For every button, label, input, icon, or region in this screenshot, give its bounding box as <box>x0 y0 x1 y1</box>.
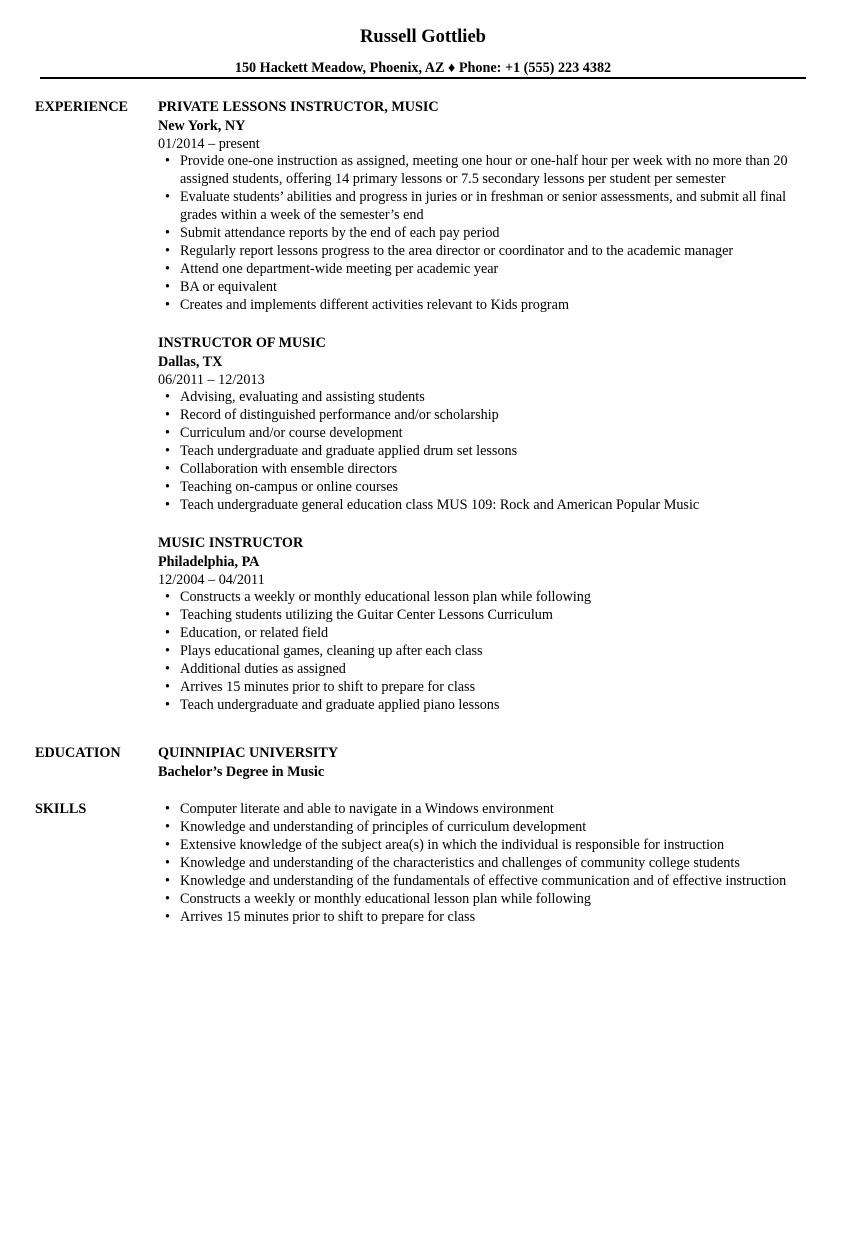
job-entry <box>158 334 808 514</box>
job-dates: 06/2011 – 12/2013 <box>158 372 265 388</box>
bullet-item <box>158 152 808 188</box>
contact-line: 150 Hackett Meadow, Phoenix, AZ ♦ Phone: +1 (555) 223 4382 <box>234 60 612 76</box>
skills-bullets <box>158 800 808 926</box>
header-divider <box>40 77 806 79</box>
bullet-text: Constructs a weekly or monthly educational lesson plan while following <box>180 589 591 605</box>
bullet-icon: • <box>165 461 170 477</box>
bullet-item <box>158 660 808 678</box>
job-bullets <box>158 588 808 714</box>
bullet-text: Record of distinguished performance and/or scholarship <box>180 407 499 423</box>
bullet-text: BA or equivalent <box>180 279 277 295</box>
bullet-item <box>158 588 808 606</box>
job-bullets <box>158 152 808 314</box>
job-bullets <box>158 388 808 514</box>
bullet-item <box>158 890 808 908</box>
bullet-item <box>158 460 808 478</box>
bullet-item <box>158 624 808 642</box>
bullet-text: Knowledge and understanding of the fundamentals of effective communication and of effective instruction <box>180 873 787 889</box>
bullet-icon: • <box>165 679 170 695</box>
bullet-text: Constructs a weekly or monthly educational lesson plan while following <box>180 891 591 907</box>
bullet-item <box>158 606 808 624</box>
resume-header <box>40 25 806 77</box>
bullet-icon: • <box>165 909 170 925</box>
job-location: Dallas, TX <box>158 354 223 370</box>
bullet-text: Extensive knowledge of the subject area(s) in which the individual is responsible for instruction <box>180 837 725 853</box>
bullet-text: Plays educational games, cleaning up after each class <box>180 643 483 659</box>
bullet-text: Creates and implements different activities relevant to Kids program <box>180 297 569 313</box>
bullet-icon: • <box>165 443 170 459</box>
job-location: Philadelphia, PA <box>158 554 260 570</box>
bullet-text: Arrives 15 minutes prior to shift to prepare for class <box>180 909 476 925</box>
section-label-experience: EXPERIENCE <box>35 99 129 115</box>
bullet-text: Arrives 15 minutes prior to shift to prepare for class <box>180 679 476 695</box>
bullet-item <box>158 188 808 224</box>
bullet-icon: • <box>165 497 170 513</box>
bullet-icon: • <box>165 855 170 871</box>
bullet-icon: • <box>165 607 170 623</box>
bullet-text: Collaboration with ensemble directors <box>180 461 398 477</box>
job-entry <box>158 534 808 714</box>
bullet-icon: • <box>165 873 170 889</box>
bullet-text: Computer literate and able to navigate in a Windows environment <box>180 801 554 817</box>
bullet-icon: • <box>165 297 170 313</box>
bullet-item <box>158 854 808 872</box>
education-body <box>158 744 808 782</box>
bullet-item <box>158 642 808 660</box>
section-label-education: EDUCATION <box>35 745 121 761</box>
bullet-item <box>158 908 808 926</box>
bullet-text: Submit attendance reports by the end of each pay period <box>180 225 500 241</box>
degree: Bachelor’s Degree in Music <box>158 764 325 780</box>
bullet-item <box>158 818 808 836</box>
bullet-item <box>158 278 808 296</box>
bullet-text: Additional duties as assigned <box>180 661 346 677</box>
bullet-item <box>158 406 808 424</box>
bullet-icon: • <box>165 643 170 659</box>
bullet-text: Education, or related field <box>180 625 329 641</box>
bullet-icon: • <box>165 661 170 677</box>
bullet-item <box>158 442 808 460</box>
bullet-item <box>158 496 808 514</box>
bullet-item <box>158 388 808 406</box>
bullet-icon: • <box>165 261 170 277</box>
bullet-icon: • <box>165 389 170 405</box>
bullet-icon: • <box>165 279 170 295</box>
bullet-item <box>158 296 808 314</box>
bullet-icon: • <box>165 801 170 817</box>
bullet-item <box>158 696 808 714</box>
job-dates: 01/2014 – present <box>158 136 260 152</box>
school-name: QUINNIPIAC UNIVERSITY <box>158 745 339 761</box>
bullet-item <box>158 836 808 854</box>
job-title: PRIVATE LESSONS INSTRUCTOR, MUSIC <box>158 99 439 115</box>
job-entry <box>158 98 808 314</box>
bullet-item <box>158 478 808 496</box>
section-label-skills: SKILLS <box>35 801 87 817</box>
bullet-text: Curriculum and/or course development <box>180 425 403 441</box>
job-location: New York, NY <box>158 118 246 134</box>
bullet-text: Teach undergraduate and graduate applied drum set lessons <box>180 443 518 459</box>
bullet-text: Attend one department-wide meeting per academic year <box>180 261 499 277</box>
bullet-icon: • <box>165 425 170 441</box>
bullet-icon: • <box>165 479 170 495</box>
bullet-item <box>158 224 808 242</box>
bullet-icon: • <box>165 153 170 169</box>
bullet-icon: • <box>165 589 170 605</box>
job-dates: 12/2004 – 04/2011 <box>158 572 265 588</box>
bullet-icon: • <box>165 819 170 835</box>
bullet-text: Knowledge and understanding of the characteristics and challenges of community college students <box>180 855 740 871</box>
bullet-item <box>158 872 808 890</box>
bullet-item <box>158 242 808 260</box>
bullet-text: Teach undergraduate and graduate applied piano lessons <box>180 697 500 713</box>
bullet-icon: • <box>165 407 170 423</box>
bullet-item <box>158 678 808 696</box>
bullet-text: Advising, evaluating and assisting students <box>180 389 425 405</box>
bullet-icon: • <box>165 225 170 241</box>
job-title: INSTRUCTOR OF MUSIC <box>158 335 326 351</box>
bullet-icon: • <box>165 837 170 853</box>
bullet-icon: • <box>165 625 170 641</box>
bullet-icon: • <box>165 891 170 907</box>
bullet-icon: • <box>165 697 170 713</box>
candidate-name: Russell Gottlieb <box>360 27 486 47</box>
experience-body <box>158 98 808 734</box>
bullet-text: Evaluate students’ abilities and progress in juries or in freshman or senior assessments, and submit all final grades within a week of the semester’s end <box>180 189 787 223</box>
job-title: MUSIC INSTRUCTOR <box>158 535 304 551</box>
bullet-icon: • <box>165 189 170 205</box>
bullet-text: Regularly report lessons progress to the area director or coordinator and to the academic manager <box>180 243 734 259</box>
bullet-text: Teaching students utilizing the Guitar Center Lessons Curriculum <box>180 607 553 623</box>
bullet-text: Teaching on-campus or online courses <box>180 479 399 495</box>
bullet-icon: • <box>165 243 170 259</box>
bullet-text: Knowledge and understanding of principles of curriculum development <box>180 819 587 835</box>
bullet-text: Provide one-one instruction as assigned, meeting one hour or one-half hour per week with no more than 20 assigned students, offering 14 primary lessons or 7.5 secondary lessons per student per semester <box>180 153 788 187</box>
skills-body <box>158 800 808 926</box>
bullet-item <box>158 260 808 278</box>
bullet-item <box>158 800 808 818</box>
bullet-text: Teach undergraduate general education class MUS 109: Rock and American Popular Music <box>180 497 700 513</box>
bullet-item <box>158 424 808 442</box>
